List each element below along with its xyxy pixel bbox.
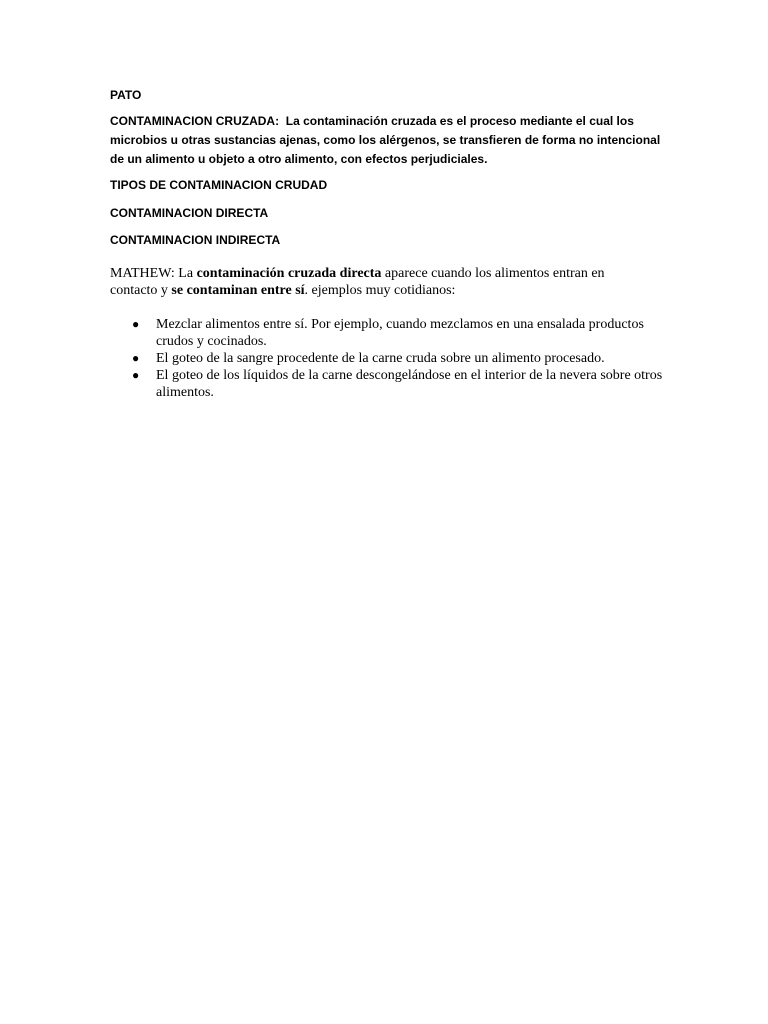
bullet-icon: ● [132,351,140,365]
definition-paragraph [110,112,665,169]
mathew-bold-phrase: se contaminan entre sí [171,283,305,298]
list-item [110,367,670,401]
example-text: Mezclar alimentos entre sí. Por ejemplo, cuando mezclamos en una ensalada productos crudos y cocinados. [156,317,644,349]
examples-list [110,316,670,401]
mathew-bold-term: contaminación cruzada directa [196,266,382,281]
mathew-paragraph [110,265,655,299]
list-item [110,316,670,350]
mathew-middle: aparece cuando los alimentos entran en contacto y [110,266,605,298]
bullet-icon: ● [132,368,140,382]
directa-heading: CONTAMINACION DIRECTA [110,206,269,220]
mathew-prefix: MATHEW: La [110,266,197,281]
example-text: El goteo de la sangre procedente de la carne cruda sobre un alimento procesado. [156,351,605,366]
bullet-icon: ● [132,317,140,331]
pato-heading: PATO [110,88,142,102]
indirecta-heading: CONTAMINACION INDIRECTA [110,233,281,247]
example-text: El goteo de los líquidos de la carne descongelándose en el interior de la nevera sobre otros alimentos. [156,368,663,400]
definition-text: La contaminación cruzada es el proceso mediante el cual los microbios u otras sustancias ajenas, como los alérgenos, se transfieren de forma no intencional de un alimento u objeto a otro alimento, con efectos perjudiciales. [110,114,661,166]
definition-label: CONTAMINACION CRUZADA: [110,114,280,128]
mathew-suffix: . ejemplos muy cotidianos: [304,283,456,298]
tipos-heading: TIPOS DE CONTAMINACION CRUDAD [110,178,328,192]
list-item [110,350,670,367]
